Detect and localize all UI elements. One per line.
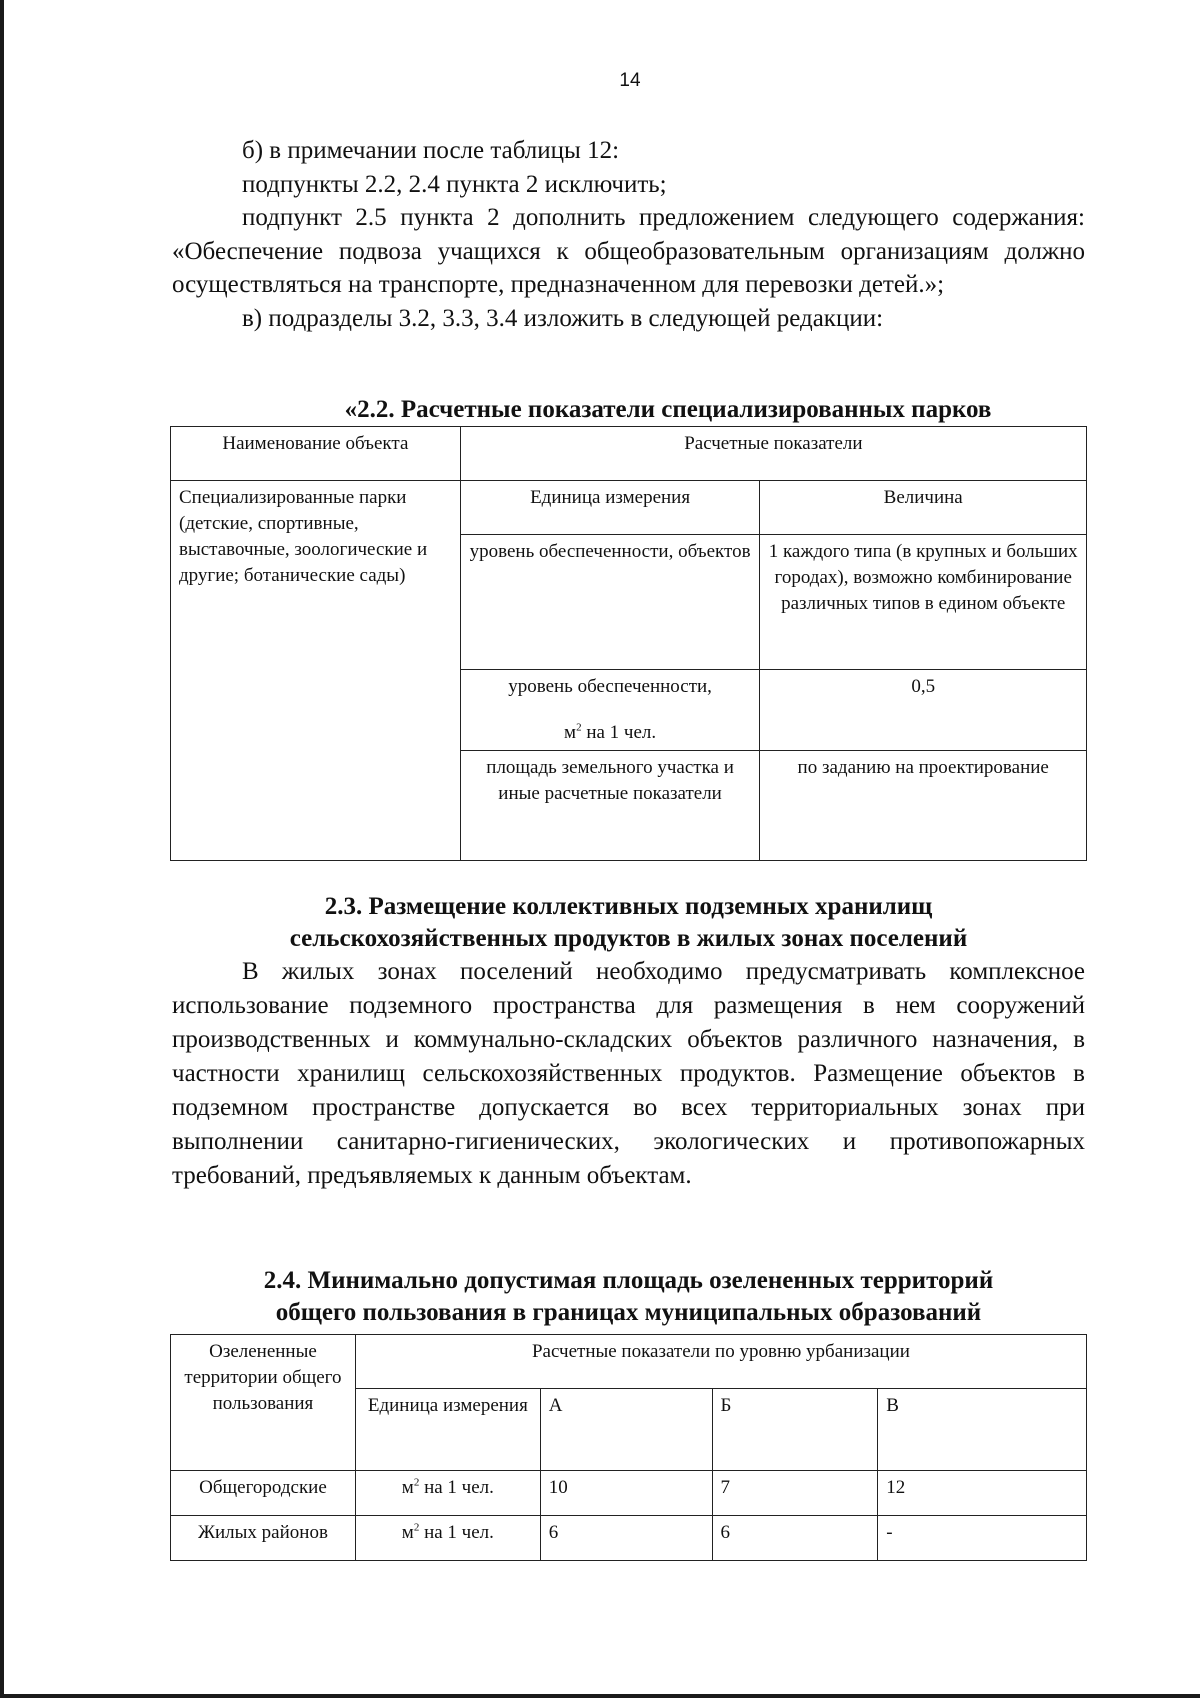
header-unit: Единица измерения: [355, 1389, 540, 1471]
section-2-3-title-line-2: сельскохозяйственных продуктов в жилых зонах поселений: [289, 925, 968, 952]
scan-edge-left: [0, 0, 4, 1698]
green-areas-table: [170, 1334, 1087, 1561]
value-cell: 1 каждого типа (в крупных и больших городах), возможно комбинирование различных типов в едином объекте: [760, 535, 1087, 670]
territory-name: Общегородские: [171, 1471, 356, 1516]
section-2-3: [172, 891, 1085, 1193]
section-2-4-title-line-1: 2.4. Минимально допустимая площадь озелененных территорий: [263, 1267, 994, 1294]
section-2-3-title-line-1: 2.3. Размещение коллективных подземных хранилищ: [324, 893, 933, 920]
table-row: [171, 1516, 1087, 1561]
object-name-cell: Специализированные парки (детские, спортивные, выставочные, зоологические и другие; ботанические сады): [171, 481, 461, 861]
intro-line-v: в) подразделы 3.2, 3.3, 3.4 изложить в следующей редакции:: [242, 304, 884, 332]
value-v: 12: [878, 1471, 1087, 1516]
unit-m: м: [564, 722, 577, 743]
header-level-b: Б: [712, 1389, 878, 1471]
value-b: 6: [712, 1516, 878, 1561]
header-object: Наименование объекта: [171, 427, 461, 481]
page-number: 14: [619, 70, 641, 91]
unit-cell: площадь земельного участка и иные расчетные показатели: [460, 751, 760, 861]
header-value: Величина: [760, 481, 1087, 535]
section-2-4-title-line-2: общего пользования в границах муниципальных образований: [275, 1299, 982, 1326]
unit-cell: уровень обеспеченности, объектов: [460, 535, 760, 670]
header-territories: Озелененные территории общего пользования: [171, 1335, 356, 1471]
intro-line-b: б) в примечании после таблицы 12:: [242, 137, 620, 164]
unit-sup: 2: [413, 1476, 420, 1489]
parks-table: [170, 426, 1087, 861]
unit-rest: на 1 чел.: [419, 1477, 494, 1498]
territory-name: Жилых районов: [171, 1516, 356, 1561]
value-a: 6: [540, 1516, 712, 1561]
unit-cell: [355, 1471, 540, 1516]
intro-line-supplement: подпункт 2.5 пункта 2 дополнить предложением следующего содержания: «Обеспечение подвоза учащихся к общеобразовательным организациям должно осуществляться на транспорте, предназначенном для перевозки детей.»;: [172, 204, 1085, 298]
header-unit: Единица измерения: [460, 481, 760, 535]
value-b: 7: [712, 1471, 878, 1516]
value-v: -: [878, 1516, 1087, 1561]
unit-cell: [355, 1516, 540, 1561]
unit-per-capita: [469, 720, 752, 746]
header-urbanization: Расчетные показатели по уровню урбанизации: [355, 1335, 1086, 1389]
unit-rest: на 1 чел.: [581, 722, 657, 743]
unit-sup: 2: [576, 721, 582, 734]
header-indicators: Расчетные показатели: [460, 427, 1086, 481]
value-cell: 0,5: [760, 670, 1087, 751]
intro-line-exclude: подпункты 2.2, 2.4 пункта 2 исключить;: [242, 170, 667, 198]
header-level-a: А: [540, 1389, 712, 1471]
value-a: 10: [540, 1471, 712, 1516]
unit-text: уровень обеспеченности,: [508, 676, 712, 697]
value-cell: по заданию на проектирование: [760, 751, 1087, 861]
table-2-2-title: «2.2. Расчетные показатели специализированных парков: [344, 396, 992, 423]
header-level-v: В: [878, 1389, 1087, 1471]
section-2-3-text: В жилых зонах поселений необходимо предусматривать комплексное использование подземного пространства для размещения в нем сооружений производственных и коммунально-складских объектов различного назначения, в частности хранилищ сельскохозяйственных продуктов. Размещение объектов в подземном пространстве допускается во всех территориальных зонах при выполнении санитарно-гигиенических, экологических и противопожарных требований, предъявляемых к данным объектам.: [172, 958, 1085, 1189]
unit-sup: 2: [413, 1521, 420, 1534]
scan-edge-bottom: [0, 1694, 1200, 1698]
table-row: [171, 1471, 1087, 1516]
section-2-4-title: [172, 1265, 1085, 1329]
unit-m: м: [401, 1522, 414, 1543]
unit-cell: [460, 670, 760, 751]
intro-block: [172, 134, 1085, 335]
unit-rest: на 1 чел.: [419, 1522, 494, 1543]
unit-m: м: [401, 1477, 414, 1498]
